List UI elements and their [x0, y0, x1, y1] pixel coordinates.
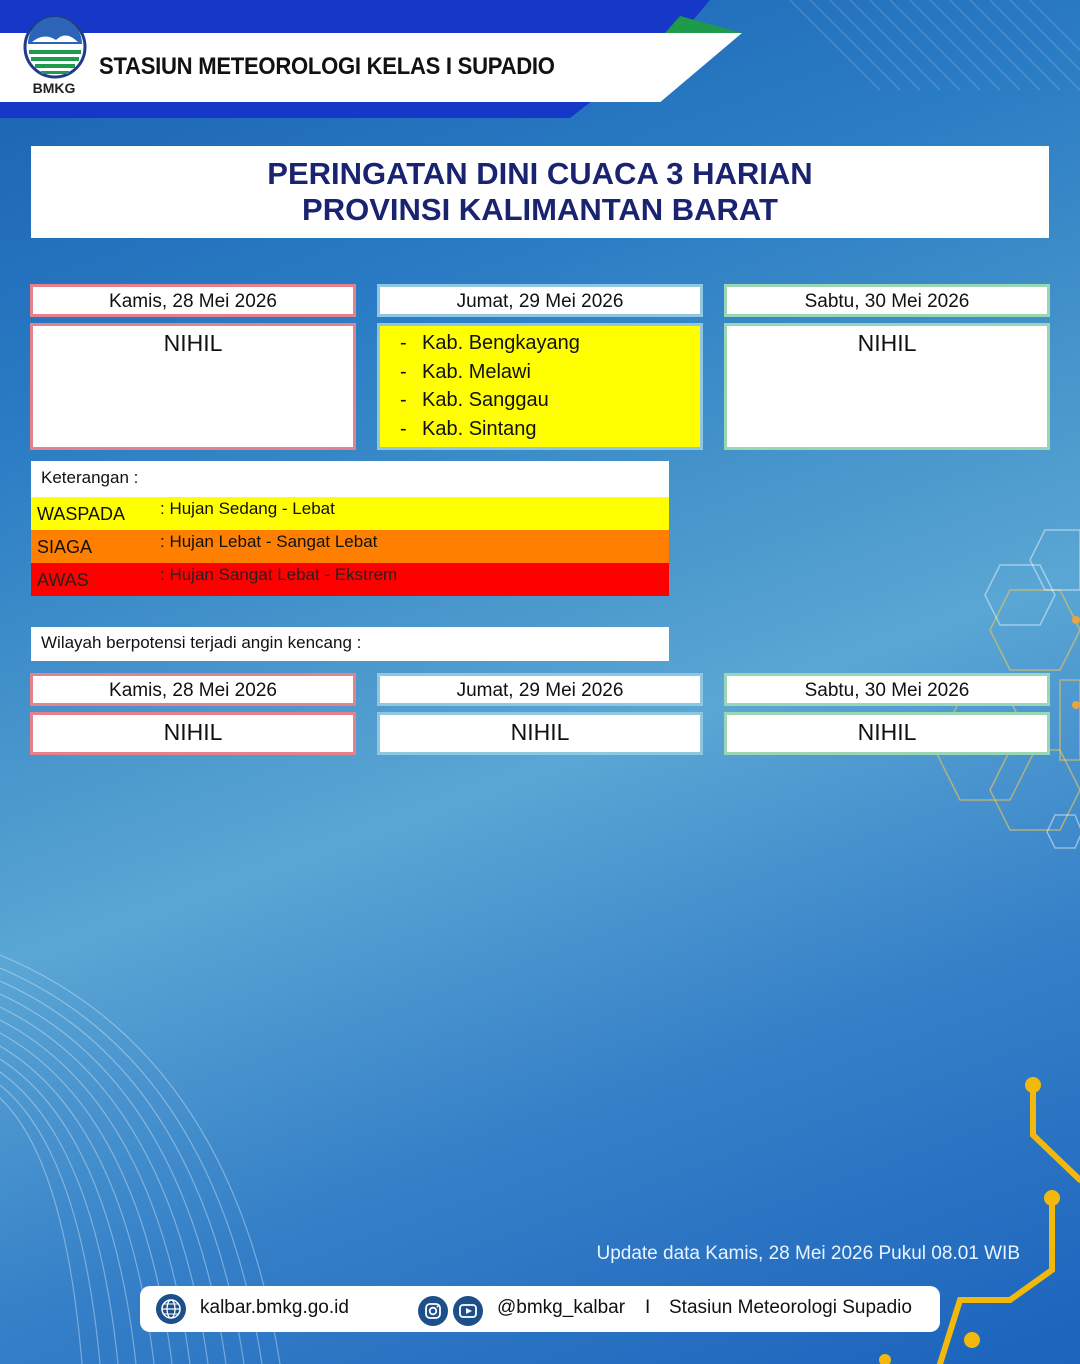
- rain-day-1-nihil: NIHIL: [163, 330, 223, 356]
- globe-icon: [156, 1294, 186, 1324]
- footer-bar: [140, 1286, 940, 1332]
- legend-row-waspada: [31, 497, 669, 530]
- rain-day-3-header: Sabtu, 30 Mei 2026: [724, 284, 1050, 317]
- wind-day-2-nihil: NIHIL: [510, 719, 570, 745]
- logo-text: BMKG: [32, 80, 76, 96]
- list-item: - Kab. Bengkayang: [400, 332, 580, 354]
- rain-day-1-content: [30, 323, 356, 450]
- wind-day-3-header: Sabtu, 30 Mei 2026: [724, 673, 1050, 706]
- rain-day-3-nihil: NIHIL: [857, 330, 917, 356]
- legend-desc: : Hujan Sedang - Lebat: [160, 499, 335, 518]
- footer-station-name: Stasiun Meteorologi Supadio: [669, 1297, 912, 1318]
- wind-day-1-header: Kamis, 28 Mei 2026: [30, 673, 356, 706]
- wind-day-1-content: [30, 712, 356, 755]
- youtube-icon[interactable]: [453, 1296, 483, 1326]
- update-timestamp: Update data Kamis, 28 Mei 2026 Pukul 08.01 WIB: [596, 1243, 1020, 1264]
- wind-day-3-nihil: NIHIL: [857, 719, 917, 745]
- title-box: [31, 146, 1049, 238]
- station-name: STASIUN METEOROLOGI KELAS I SUPADIO: [99, 53, 555, 80]
- wind-day-2-header: Jumat, 29 Mei 2026: [377, 673, 703, 706]
- footer-separator: I: [645, 1297, 651, 1318]
- legend-level: SIAGA: [37, 537, 93, 557]
- wind-day-3-content: [724, 712, 1050, 755]
- legend-heading: Keterangan :: [31, 461, 669, 497]
- legend-desc: : Hujan Sangat Lebat - Ekstrem: [160, 565, 398, 584]
- area-list: [380, 326, 700, 443]
- list-item: - Kab. Melawi: [400, 360, 531, 383]
- rain-day-3-content: [724, 323, 1050, 450]
- rain-day-1-header: Kamis, 28 Mei 2026: [30, 284, 356, 317]
- rain-day-2-header: Jumat, 29 Mei 2026: [377, 284, 703, 317]
- title-line-1: PERINGATAN DINI CUACA 3 HARIAN: [267, 156, 813, 191]
- legend-desc: : Hujan Lebat - Sangat Lebat: [160, 532, 378, 551]
- list-item: - Kab. Sanggau: [400, 389, 549, 411]
- legend-row-awas: [31, 563, 669, 596]
- title-line-2: PROVINSI KALIMANTAN BARAT: [302, 192, 778, 227]
- legend-level: AWAS: [37, 570, 89, 590]
- instagram-icon[interactable]: [418, 1296, 448, 1326]
- legend-row-siaga: [31, 530, 669, 563]
- legend-level: WASPADA: [37, 504, 126, 524]
- website-link[interactable]: kalbar.bmkg.go.id: [200, 1297, 349, 1318]
- legend: [31, 461, 669, 595]
- wind-heading: Wilayah berpotensi terjadi angin kencang :: [31, 627, 669, 661]
- list-item: - Kab. Sintang: [400, 417, 537, 440]
- wind-day-1-nihil: NIHIL: [163, 719, 223, 745]
- wind-day-2-content: [377, 712, 703, 755]
- social-handle[interactable]: @bmkg_kalbar: [497, 1297, 626, 1318]
- rain-day-2-content: [377, 323, 703, 450]
